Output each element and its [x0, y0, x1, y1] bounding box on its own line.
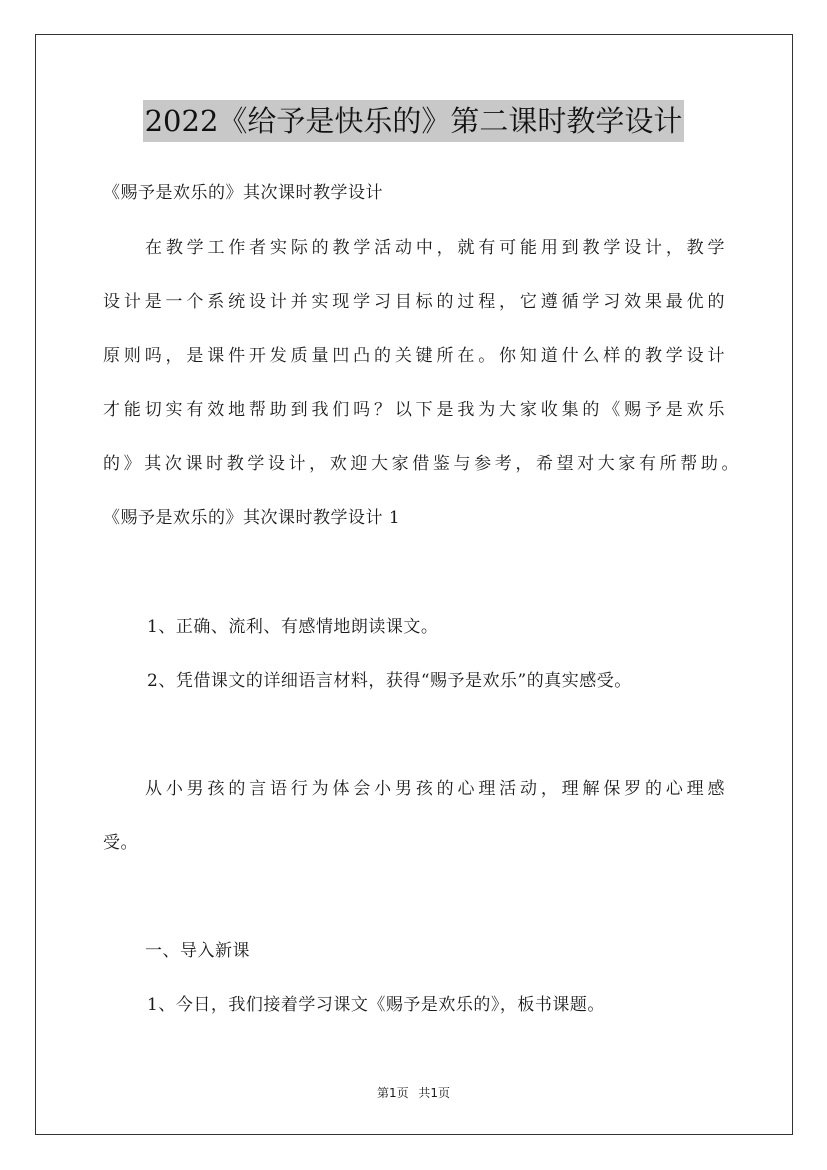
page-footer	[0, 1084, 827, 1101]
subtitle-line: 《赐予是欢乐的》其次课时教学设计	[103, 183, 383, 203]
page-total: 共1页	[418, 1086, 451, 1100]
step-item: 1、今日，我们接着学习课文《赐予是欢乐的》，板书课题。	[147, 995, 605, 1015]
paragraph-line: 受。	[103, 833, 138, 853]
step-heading: 一、导入新课	[145, 941, 250, 961]
section-heading: 《赐予是欢乐的》其次课时教学设计 1	[103, 508, 401, 528]
document-title: 2022《给予是快乐的》第二课时教学设计	[143, 100, 685, 142]
objective-item: 2、凭借课文的详细语言材料，获得“赐予是欢乐”的真实感受。	[147, 671, 632, 691]
page-number: 第1页	[376, 1086, 409, 1100]
paragraph-line: 在教学工作者实际的教学活动中，就有可能用到教学设计，教学	[145, 238, 725, 258]
paragraph-line: 设计是一个系统设计并实现学习目标的过程，它遵循学习效果最优的	[103, 292, 725, 312]
paragraph-line: 才能切实有效地帮助到我们吗？以下是我为大家收集的《赐予是欢乐	[103, 400, 725, 420]
paragraph-line: 原则吗，是课件开发质量凹凸的关键所在。你知道什么样的教学设计	[103, 346, 725, 366]
paragraph-line: 的》其次课时教学设计，欢迎大家借鉴与参考，希望对大家有所帮助。	[103, 454, 739, 474]
objective-item: 1、正确、流利、有感情地朗读课文。	[147, 617, 439, 637]
paragraph-line: 从小男孩的言语行为体会小男孩的心理活动，理解保罗的心理感	[145, 779, 725, 799]
title-container	[0, 100, 827, 142]
